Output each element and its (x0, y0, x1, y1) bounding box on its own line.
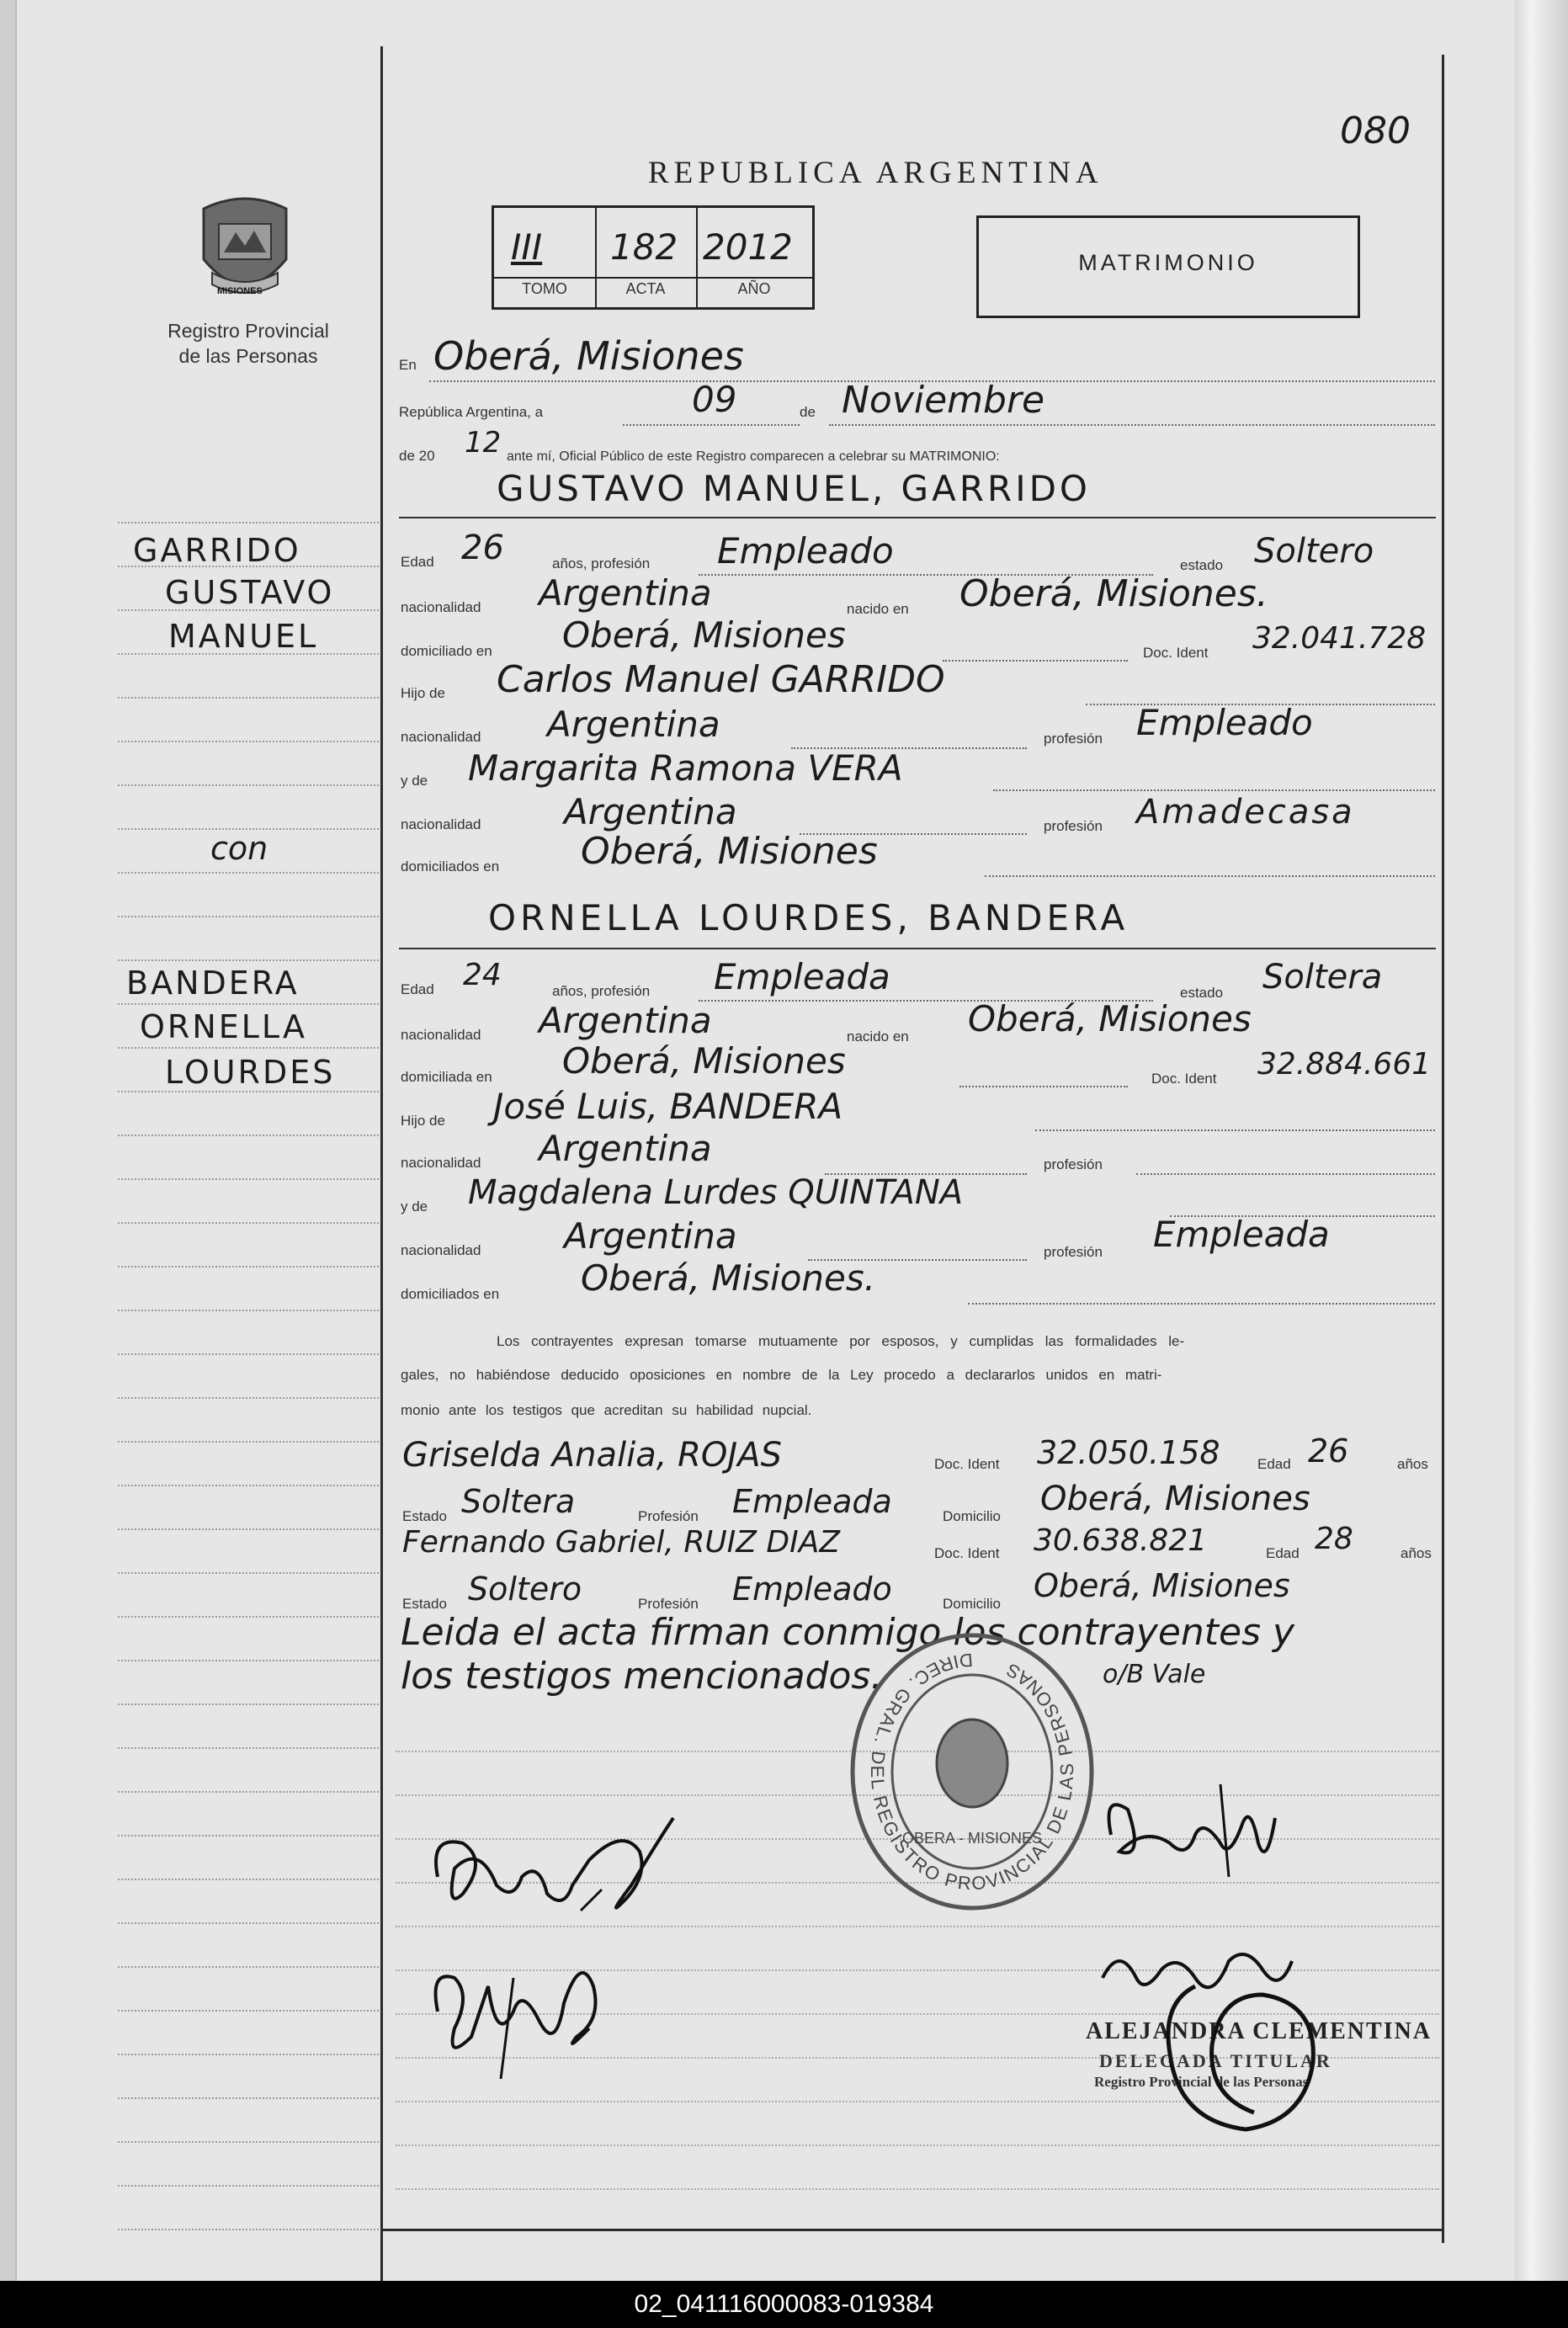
witness-2-domicile: Oberá, Misiones (1034, 1567, 1290, 1604)
seal-banner: MISIONES (217, 286, 263, 296)
closing-note: o/B Vale (1103, 1660, 1206, 1689)
declaration-line-3: monio ante los testigos que acreditan su habilidad nupcial. (401, 1402, 812, 1418)
groom-signature (421, 1810, 707, 1927)
bride-civil-status: Soltera (1262, 958, 1383, 997)
country-title: REPUBLICA ARGENTINA (648, 156, 1103, 190)
label-nacionalidad: nacionalidad (401, 816, 481, 832)
label-anos-profesion: años, profesión (552, 983, 651, 999)
witness-2-doc: 30.638.821 (1034, 1523, 1208, 1558)
label-nacionalidad: nacionalidad (401, 729, 481, 745)
groom-mother-nationality: Argentina (564, 791, 737, 832)
groom-father-nationality: Argentina (547, 704, 720, 745)
bride-doc: 32.884.661 (1257, 1047, 1432, 1082)
witness-estado-label: Estado (402, 1508, 447, 1524)
de-label: de (800, 404, 816, 420)
tomo-value: III (511, 226, 543, 268)
witness-2-status: Soltero (468, 1571, 582, 1608)
bride-birthplace: Oberá, Misiones (968, 998, 1252, 1039)
witness-2-age: 28 (1315, 1522, 1353, 1556)
groom-nationality: Argentina (539, 572, 712, 614)
witness-1-name: Griselda Analia, ROJAS (402, 1436, 782, 1475)
witness-anos-label: años (1401, 1545, 1432, 1561)
margin-bride-surname: BANDERA (126, 965, 300, 1002)
witness-doc-label: Doc. Ident (934, 1456, 1000, 1472)
witness-edad-label: Edad (1257, 1456, 1291, 1472)
label-domiciliado-en: domiciliado en (401, 643, 492, 659)
stamp-inner-text: OBERA - MISIONES (901, 1830, 1043, 1847)
label-profesion: profesión (1044, 1244, 1103, 1260)
witness-2-profession: Empleado (732, 1571, 892, 1608)
closing-line-1: Leida el acta firman conmigo los contrayentes y (401, 1611, 1295, 1654)
label-profesion: profesión (1044, 731, 1103, 747)
label-profesion: profesión (1044, 818, 1103, 834)
acta-label: ACTA (625, 280, 666, 297)
label-nacionalidad: nacionalidad (401, 1155, 481, 1171)
witness-2-name: Fernando Gabriel, RUIZ DIAZ (402, 1525, 841, 1560)
label-doc-ident: Doc. Ident (1151, 1071, 1217, 1087)
official-round-stamp (846, 1629, 1098, 1915)
groom-doc: 32.041.728 (1252, 621, 1427, 656)
witness-1-doc: 32.050.158 (1037, 1434, 1220, 1471)
record-type: MATRIMONIO (1078, 250, 1258, 275)
witness-estado-label: Estado (402, 1596, 447, 1612)
declaration-line-2: gales, no habiéndose deducido oposiciones en nombre de la Ley procedo a declararlos unidos en matri- (401, 1367, 1162, 1383)
witness-1-profession: Empleada (732, 1483, 892, 1520)
bride-parents-domicile: Oberá, Misiones. (581, 1257, 876, 1299)
groom-birthplace: Oberá, Misiones. (959, 572, 1268, 615)
label-nacionalidad: nacionalidad (401, 599, 481, 615)
page-number: 080 (1340, 109, 1411, 152)
stamp-ring-text: DIREC. GRAL. DEL REGISTRO PROVINCIAL DE LAS PERSONAS (867, 1649, 1078, 1895)
official-org: Registro Provincial de las Personas (1094, 2074, 1309, 2090)
label-y-de: y de (401, 1199, 428, 1214)
label-estado: estado (1180, 985, 1224, 1001)
registry-name-2: de las Personas (178, 345, 318, 367)
label-nacido-en: nacido en (847, 1028, 909, 1044)
witness-domicilio-label: Domicilio (943, 1596, 1001, 1612)
bride-domicile: Oberá, Misiones (562, 1040, 846, 1082)
margin-groom-name-2: MANUEL (168, 618, 319, 655)
footer-code: 02_041116000083-019384 (634, 2290, 934, 2318)
bride-profession: Empleada (714, 956, 890, 997)
acta-value: 182 (610, 226, 678, 268)
label-nacionalidad: nacionalidad (401, 1242, 481, 1258)
en-label: En (399, 357, 417, 373)
witness-1-age: 26 (1308, 1432, 1349, 1470)
ceremony-place: Oberá, Misiones (433, 333, 744, 379)
bride-father: José Luis, BANDERA (493, 1086, 843, 1127)
groom-domicile: Oberá, Misiones (562, 614, 846, 656)
witness-1-domicile: Oberá, Misiones (1040, 1480, 1310, 1518)
bride-father-nationality: Argentina (539, 1128, 712, 1169)
label-nacido-en: nacido en (847, 601, 909, 617)
label-nacionalidad: nacionalidad (401, 1027, 481, 1043)
ceremony-year: 12 (465, 426, 502, 460)
anio-value: 2012 (703, 226, 793, 268)
republica-label: República Argentina, a (399, 404, 544, 420)
bride-full-name: ORNELLA LOURDES, BANDERA (488, 897, 1129, 938)
bride-mother: Magdalena Lurdes QUINTANA (468, 1173, 964, 1212)
anio-label: AÑO (737, 280, 771, 297)
margin-con: con (210, 830, 268, 867)
label-domiciliada-en: domiciliada en (401, 1069, 492, 1085)
witness-domicilio-label: Domicilio (943, 1508, 1001, 1524)
right-rule (1442, 55, 1444, 2243)
label-hijo-de: Hijo de (401, 1113, 445, 1129)
groom-parents-domicile: Oberá, Misiones (581, 830, 878, 873)
record-number-box (492, 205, 815, 310)
intro-text: ante mí, Oficial Público de este Registro comparecen a celebrar su MATRIMONIO: (507, 449, 1000, 464)
witness-profesion-label: Profesión (638, 1508, 699, 1524)
declaration-line-1: Los contrayentes expresan tomarse mutuamente por esposos, y cumplidas las formalidades le- (497, 1333, 1185, 1349)
official-signature (1145, 1953, 1330, 2146)
bride-signature (421, 1936, 614, 2087)
binding-edge (0, 0, 17, 2281)
year-prefix: de 20 (399, 448, 435, 464)
label-edad: Edad (401, 554, 434, 570)
groom-full-name: GUSTAVO MANUEL, GARRIDO (497, 468, 1091, 509)
witness-doc-label: Doc. Ident (934, 1545, 1000, 1561)
groom-mother: Margarita Ramona VERA (468, 747, 903, 789)
page-right-edge (1515, 0, 1568, 2281)
record-type-box (976, 215, 1360, 318)
label-edad: Edad (401, 981, 434, 997)
groom-father-profession: Empleado (1136, 702, 1313, 743)
groom-profession: Empleado (717, 530, 894, 571)
groom-civil-status: Soltero (1254, 532, 1374, 571)
margin-bride-name-1: ORNELLA (140, 1008, 307, 1045)
closing-line-2: los testigos mencionados. (401, 1655, 883, 1698)
margin-groom-surname: GARRIDO (133, 532, 301, 569)
witness-anos-label: años (1397, 1456, 1428, 1472)
groom-mother-profession: Amadecasa (1136, 793, 1355, 832)
ceremony-day: 09 (692, 379, 737, 420)
registry-name-1: Registro Provincial (167, 320, 329, 342)
label-hijo-de: Hijo de (401, 685, 445, 701)
official-title: DELEGADA TITULAR (1099, 2050, 1332, 2071)
label-y-de: y de (401, 773, 428, 789)
label-profesion: profesión (1044, 1156, 1103, 1172)
label-anos-profesion: años, profesión (552, 555, 651, 571)
label-doc-ident: Doc. Ident (1143, 645, 1209, 661)
bride-age: 24 (463, 958, 502, 992)
ceremony-month: Noviembre (842, 379, 1045, 422)
label-domiciliados-en: domiciliados en (401, 1286, 500, 1302)
witness-1-signature (1094, 1767, 1296, 1885)
margin-bride-name-2: LOURDES (165, 1054, 336, 1091)
bride-nationality: Argentina (539, 1000, 712, 1041)
stamp-icon (846, 1629, 1098, 1915)
witness-edad-label: Edad (1266, 1545, 1300, 1561)
bottom-rule (383, 2229, 1443, 2231)
label-domiciliados-en: domiciliados en (401, 858, 500, 874)
tomo-label: TOMO (522, 280, 567, 297)
witness-1-status: Soltera (461, 1483, 576, 1520)
bride-mother-nationality: Argentina (564, 1215, 737, 1257)
margin-groom-name-1: GUSTAVO (165, 574, 335, 611)
bride-mother-profession: Empleada (1153, 1214, 1330, 1255)
label-estado: estado (1180, 557, 1224, 573)
groom-father: Carlos Manuel GARRIDO (497, 658, 945, 701)
witness-profesion-label: Profesión (638, 1596, 699, 1612)
margin-rule (380, 46, 383, 2281)
official-name: ALEJANDRA CLEMENTINA (1086, 2018, 1432, 2044)
groom-age: 26 (461, 529, 504, 567)
